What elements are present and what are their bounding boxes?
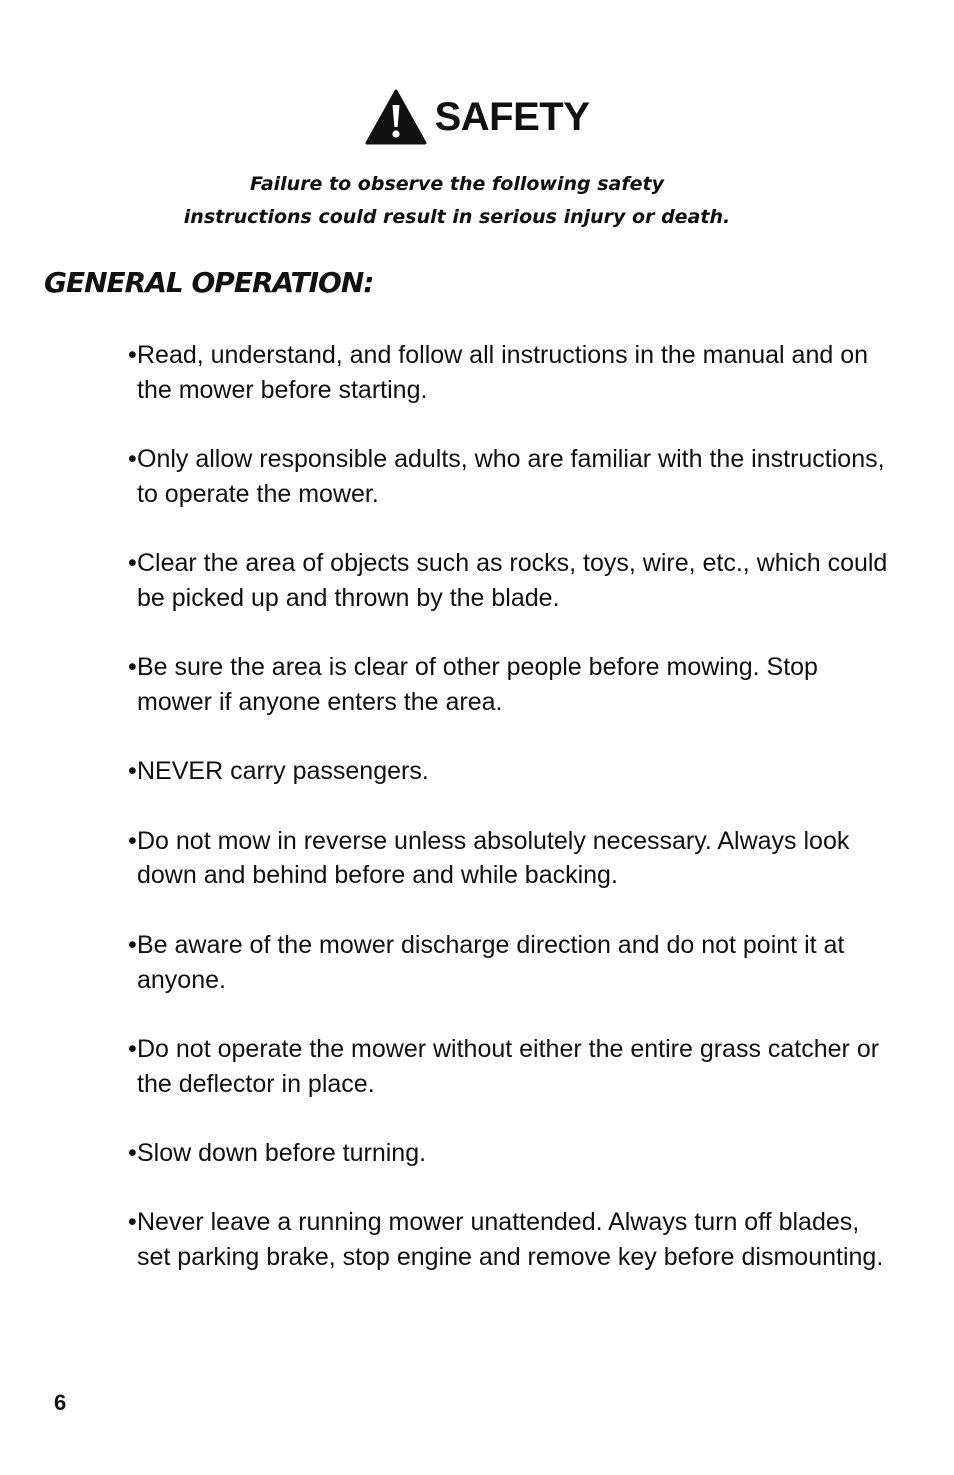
list-item <box>128 1032 888 1101</box>
section-heading: GENERAL OPERATION: <box>44 266 374 299</box>
list-item <box>128 1205 888 1274</box>
rule-text: Only allow responsible adults, who are familiar with the instructions, to operate the mower. <box>137 445 885 508</box>
bullet: • <box>128 757 137 786</box>
rule-text: Read, understand, and follow all instructions in the manual and on the mower before starting. <box>137 341 869 404</box>
bullet: • <box>128 1208 137 1237</box>
rule-text: Be aware of the mower discharge direction and do not point it at anyone. <box>137 930 845 994</box>
list-item <box>128 754 888 789</box>
bullet: • <box>128 549 137 578</box>
bullet: • <box>128 826 137 855</box>
list-item <box>128 650 888 719</box>
bullet: • <box>128 1034 137 1063</box>
list-item <box>128 338 888 407</box>
list-item <box>128 928 888 997</box>
bullet: • <box>128 930 137 959</box>
rule-text: Slow down before turning. <box>137 1139 427 1168</box>
rule-text: Clear the area of objects such as rocks, toys, wire, etc., which could be picked up and thrown by the blade. <box>137 549 888 612</box>
bullet: • <box>128 445 137 474</box>
rule-text: Never leave a running mower unattended. Always turn off blades, set parking brake, stop engine and remove key before dismounting. <box>137 1208 884 1272</box>
list-item <box>128 442 888 511</box>
list-item <box>128 824 888 893</box>
warning-note-line-1: Failure to observe the following safety <box>250 173 664 195</box>
rule-text: NEVER carry passengers. <box>137 757 429 786</box>
rule-text: Do not operate the mower without either the entire grass catcher or the deflector in place. <box>137 1034 880 1098</box>
warning-triangle-icon <box>365 89 427 145</box>
list-item <box>128 1136 888 1171</box>
bullet: • <box>128 653 137 682</box>
rule-text: Do not mow in reverse unless absolutely necessary. Always look down and behind before and while backing. <box>137 826 850 890</box>
page-number: 6 <box>54 1390 67 1415</box>
safety-warning-note <box>0 168 914 234</box>
safety-rules-list <box>128 338 888 1310</box>
bullet: • <box>128 341 137 369</box>
warning-note-line-2: instructions could result in serious injury or death. <box>183 206 731 228</box>
page-title: SAFETY <box>434 94 590 139</box>
page-header <box>0 86 954 148</box>
list-item <box>128 546 888 615</box>
rule-text: Be sure the area is clear of other people before mowing. Stop mower if anyone enters the area. <box>137 653 818 716</box>
bullet: • <box>128 1139 137 1168</box>
